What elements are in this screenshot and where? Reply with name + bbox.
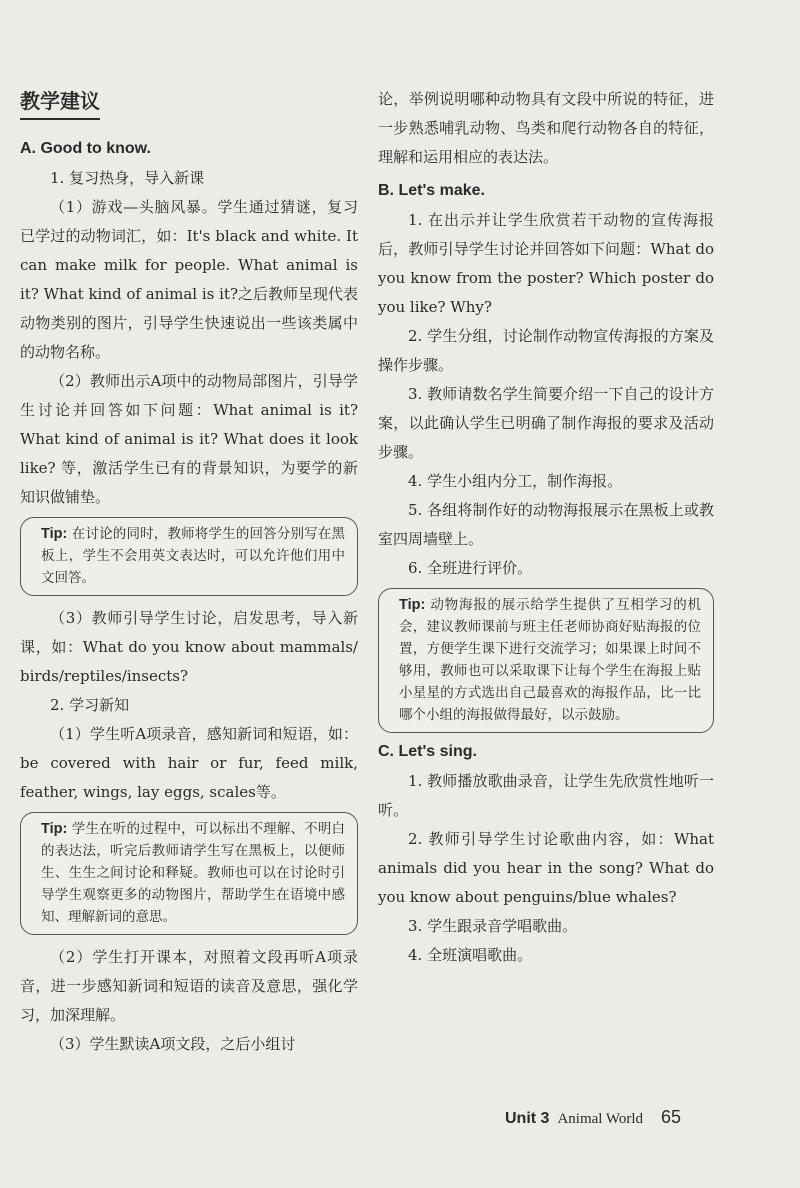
tip-label: Tip: — [399, 597, 426, 613]
paragraph: 2. 教师引导学生讨论歌曲内容，如：What animals did you hear in the song? What do you know about penguins/blue whales? — [378, 830, 714, 906]
paragraph: （3）学生默读A项文段，之后小组讨 — [50, 1035, 296, 1053]
paragraph: 3. 学生跟录音学唱歌曲。 — [408, 917, 578, 935]
paragraph: 3. 教师请数名学生简要介绍一下自己的设计方案，以此确认学生已明确了制作海报的要求及活动步骤。 — [378, 385, 714, 461]
paragraph: （1）学生听A项录音，感知新词和短语，如：be covered with hair or fur, feed milk, feather, wings, lay eggs, scales等。 — [20, 725, 358, 801]
unit-name: Animal World — [557, 1111, 644, 1127]
paragraph: （2）学生打开课本，对照着文段再听A项录音，进一步感知新词和短语的读音及意思，强化学习，加深理解。 — [20, 948, 358, 1024]
paragraph: 1. 在出示并让学生欣赏若干动物的宣传海报后，教师引导学生讨论并回答如下问题：What do you know from the poster? Which poster do you like? Why? — [378, 211, 714, 316]
right-column — [378, 85, 714, 970]
paragraph: （2）教师出示A项中的动物局部图片，引导学生讨论并回答如下问题：What animal is it? What kind of animal is it? What does it look like? 等，激活学生已有的背景知识，为要学的新知识做铺垫。 — [20, 372, 358, 506]
page-heading: 教学建议 — [20, 85, 100, 120]
section-a-title: A. Good to know. — [20, 140, 151, 157]
paragraph: （3）教师引导学生讨论，启发思考，导入新课，如：What do you know about mammals/ birds/reptiles/insects? — [20, 609, 358, 685]
tip-box — [20, 812, 358, 935]
tip-label: Tip: — [41, 526, 68, 542]
tip-text: 在讨论的同时，教师将学生的回答分别写在黑板上，学生不会用英文表达时，可以允许他们用中文回答。 — [41, 526, 346, 586]
tip-box — [378, 588, 714, 733]
paragraph: 4. 学生小组内分工，制作海报。 — [408, 472, 623, 490]
unit-label: Unit 3 — [505, 1110, 550, 1127]
page-footer — [505, 1107, 725, 1128]
left-column — [20, 85, 358, 1059]
paragraph: 5. 各组将制作好的动物海报展示在黑板上或教室四周墙壁上。 — [378, 501, 714, 548]
paragraph: （1）游戏—头脑风暴。学生通过猜谜，复习已学过的动物词汇，如：It's black and white. It can make milk for people. What animal is it? What kind of animal is it?之后教师呈现代表动物类别的图片，引导学生快速说出一些该类属中的动物名称。 — [20, 198, 358, 361]
paragraph: 论，举例说明哪种动物具有文段中所说的特征，进一步熟悉哺乳动物、鸟类和爬行动物各自的特征，理解和运用相应的表达法。 — [378, 90, 714, 166]
section-b-title: B. Let's make. — [378, 182, 485, 199]
paragraph: 2. 学生分组，讨论制作动物宣传海报的方案及操作步骤。 — [378, 327, 714, 374]
paragraph: 2. 学习新知 — [50, 696, 130, 714]
paragraph: 6. 全班进行评价。 — [408, 559, 533, 577]
page-number: 65 — [661, 1107, 682, 1127]
paragraph: 1. 教师播放歌曲录音，让学生先欣赏性地听一听。 — [378, 772, 714, 819]
tip-text: 学生在听的过程中，可以标出不理解、不明白的表达法，听完后教师请学生写在黑板上，以便师生、生生之间讨论和释疑。教师也可以在讨论时引导学生观察更多的动物图片，帮助学生在语境中感知、理解新词的意思。 — [41, 821, 346, 925]
tip-label: Tip: — [41, 821, 68, 837]
section-c-title: C. Let's sing. — [378, 743, 477, 760]
paragraph: 1. 复习热身，导入新课 — [50, 169, 205, 187]
paragraph: 4. 全班演唱歌曲。 — [408, 946, 533, 964]
tip-box — [20, 517, 358, 596]
tip-text: 动物海报的展示给学生提供了互相学习的机会，建议教师课前与班主任老师协商好贴海报的位置，方便学生课下进行交流学习；如果课上时间不够用，教师也可以采取课下让每个学生在海报上贴小星星的方式选出自己最喜欢的海报作品，比一比哪个小组的海报做得最好，以示鼓励。 — [399, 597, 701, 723]
